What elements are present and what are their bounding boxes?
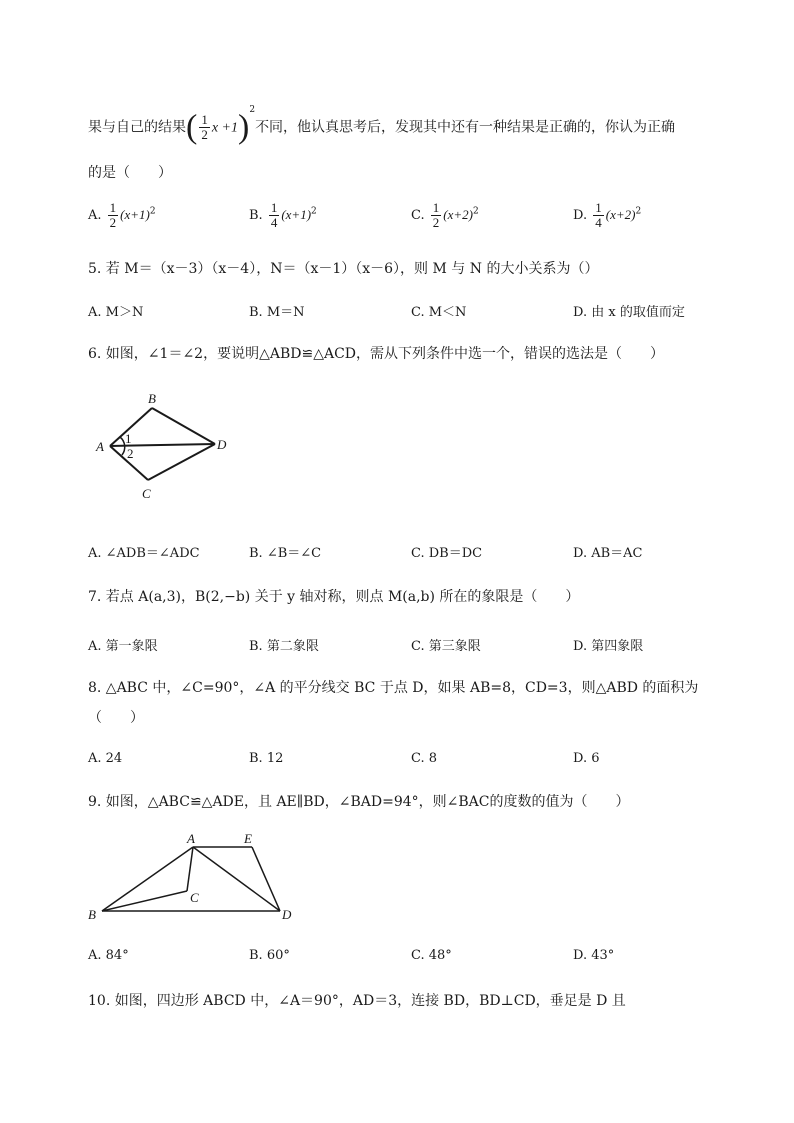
q6-stem: 6. 如图，∠1＝∠2，要说明△ABD≌△ACD，需从下列条件中选一个，错误的选法是（ ） xyxy=(88,346,665,362)
option-label: D. xyxy=(573,208,588,223)
option-fraction xyxy=(108,201,119,230)
option-exponent: 2 xyxy=(472,206,479,217)
label-b: B xyxy=(88,907,96,922)
label-d: D xyxy=(217,437,227,452)
option-exponent: 2 xyxy=(311,206,317,217)
q6-option-b: B. ∠B＝∠C xyxy=(249,546,322,561)
q6-figure xyxy=(90,388,240,508)
q10-stem: 10. 如图，四边形 ABCD 中，∠A＝90°，AD＝3，连接 BD，BD⊥CD，垂足是 D 且 xyxy=(88,993,626,1009)
line-ad xyxy=(193,847,280,911)
intro-fraction xyxy=(199,113,210,142)
angle-label-1: 1 xyxy=(125,431,132,446)
q9-figure xyxy=(86,830,306,930)
intro-text-part1: 果与自己的结果 xyxy=(88,119,186,136)
q9-stem: 9. 如图，△ABC≌△ADE，且 AE∥BD，∠BAD=94°，则∠BAC的度数的值为（ ） xyxy=(88,794,630,810)
q8-option-d: D. 6 xyxy=(573,751,600,766)
intro-inner-expression: x +1 xyxy=(211,120,238,136)
line-cd xyxy=(148,444,215,480)
option-fraction xyxy=(593,201,604,230)
option-label: C. xyxy=(411,208,425,223)
q5-option-d: D. 由 x 的取值而定 xyxy=(573,305,685,320)
fraction-numerator: 1 xyxy=(109,200,117,215)
option-exponent: 2 xyxy=(149,206,156,217)
fraction-numerator: 1 xyxy=(432,200,440,215)
q4-option-a xyxy=(88,201,156,230)
q4-option-d xyxy=(573,201,641,230)
fraction-denominator: 4 xyxy=(270,215,278,230)
q8-option-c: C. 8 xyxy=(411,751,438,766)
fraction-numerator: 1 xyxy=(595,200,602,215)
fraction-denominator: 4 xyxy=(595,215,602,230)
q8-stem: 8. △ABC 中，∠C=90°，∠A 的平分线交 BC 于点 D，如果 AB=8，CD=3，则△ABD 的面积为 xyxy=(88,680,699,696)
left-paren: ( xyxy=(186,108,198,146)
q7-stem: 7. 若点 A(a,3)，B(2,−b) 关于 y 轴对称，则点 M(a,b) 所在的象限是（ ） xyxy=(88,589,580,605)
line-bc xyxy=(102,891,187,911)
option-expression: (x+1) xyxy=(120,207,150,222)
q8-option-a: A. 24 xyxy=(88,751,123,766)
option-label: B. xyxy=(249,208,263,223)
q7-option-d: D. 第四象限 xyxy=(573,639,644,654)
q5-option-b: B. M＝N xyxy=(249,305,305,320)
option-exponent: 2 xyxy=(635,206,642,217)
q4-option-c xyxy=(411,201,479,230)
option-fraction xyxy=(431,201,442,230)
right-paren: ) xyxy=(238,108,250,146)
q7-option-b: B. 第二象限 xyxy=(249,639,319,654)
fraction-numerator: 1 xyxy=(270,200,278,215)
label-c: C xyxy=(190,890,199,905)
fraction-denominator: 2 xyxy=(201,127,208,143)
q8-option-b: B. 12 xyxy=(249,751,284,766)
line-bd xyxy=(152,408,215,444)
fraction-denominator: 2 xyxy=(432,215,440,230)
label-a: A xyxy=(96,439,104,454)
q9-option-b: B. 60° xyxy=(249,948,290,963)
q5-stem: 5. 若 M＝（x－3）（x－4），N＝（x－1）（x－6），则 M 与 N 的大小关系为（） xyxy=(88,261,599,277)
line-ac xyxy=(187,847,193,891)
q5-option-a: A. M＞N xyxy=(88,305,144,320)
q7-option-a: A. 第一象限 xyxy=(88,639,158,654)
q6-option-a: A. ∠ADB＝∠ADC xyxy=(88,546,200,561)
q4-option-b xyxy=(249,201,317,230)
intro-line-2: 的是（ ） xyxy=(88,165,172,181)
line-ab xyxy=(102,847,193,911)
option-expression: (x+1) xyxy=(281,207,312,222)
q8-stem-continued: （ ） xyxy=(88,710,144,726)
option-label: A. xyxy=(88,208,102,223)
label-a: A xyxy=(187,831,195,846)
q9-option-d: D. 43° xyxy=(573,948,615,963)
option-fraction xyxy=(269,201,280,230)
label-e: E xyxy=(244,831,252,846)
q5-option-c: C. M＜N xyxy=(411,305,467,320)
label-b: B xyxy=(148,391,156,406)
intro-line-1 xyxy=(88,104,675,144)
q9-option-a: A. 84° xyxy=(88,948,129,963)
label-d: D xyxy=(282,907,292,922)
intro-exponent: 2 xyxy=(249,105,256,115)
q6-option-d: D. AB＝AC xyxy=(573,546,643,561)
q9-option-c: C. 48° xyxy=(411,948,452,963)
intro-text-part2: 不同，他认真思考后，发现其中还有一种结果是正确的，你认为正确 xyxy=(255,119,676,136)
q6-option-c: C. DB＝DC xyxy=(411,546,483,561)
option-expression: (x+2) xyxy=(443,207,473,222)
angle-label-2: 2 xyxy=(127,446,134,461)
fraction-numerator: 1 xyxy=(201,112,208,128)
option-expression: (x+2) xyxy=(605,207,636,222)
fraction-denominator: 2 xyxy=(109,215,117,230)
q7-option-c: C. 第三象限 xyxy=(411,639,481,654)
label-c: C xyxy=(142,486,151,501)
